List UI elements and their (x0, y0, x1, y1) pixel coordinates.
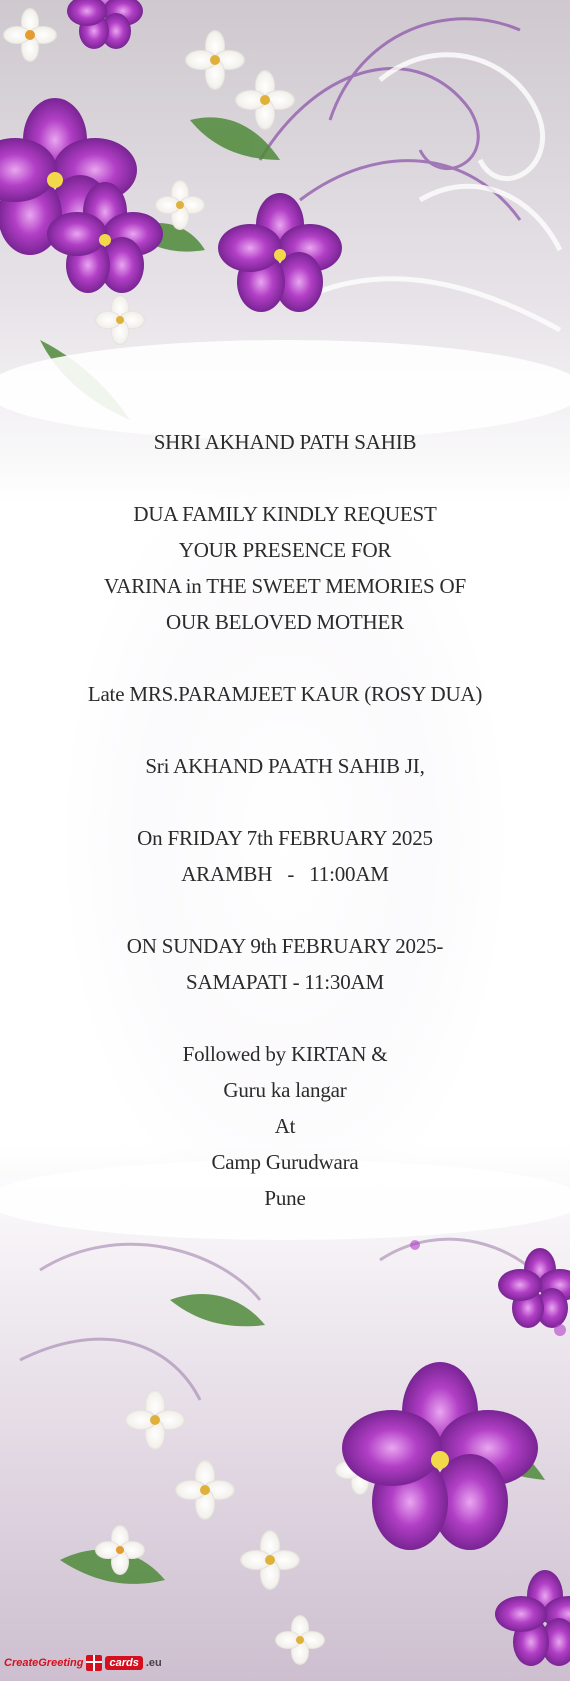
top-purple-flowers (0, 0, 342, 312)
venue-city: Pune (264, 1186, 306, 1210)
heading: SHRI AKHAND PATH SAHIB (153, 430, 417, 454)
followed-by: Followed by KIRTAN & (182, 1042, 388, 1066)
memorial-name: Late MRS.PARAMJEET KAUR (ROSY DUA) (87, 682, 483, 706)
bottom-white-flowers (95, 1390, 385, 1665)
watermark-part-3: .eu (145, 1657, 162, 1669)
venue-name: Camp Gurudwara (211, 1150, 359, 1174)
spacer (0, 640, 570, 676)
spacer (0, 1000, 570, 1036)
watermark-part-2: cards (105, 1656, 142, 1670)
request-line-4: OUR BELOVED MOTHER (166, 610, 404, 634)
spacer (0, 892, 570, 928)
spacer (0, 712, 570, 748)
at-label: At (274, 1114, 296, 1138)
end-date: ON SUNDAY 9th FEBRUARY 2025- (126, 934, 444, 958)
top-swirls (260, 19, 520, 220)
watermark-logo[interactable] (4, 1651, 162, 1675)
spacer (0, 460, 570, 496)
gift-icon (86, 1655, 102, 1671)
bottom-purple-flowers (342, 1240, 570, 1666)
invitation-text (0, 424, 570, 1216)
request-line-2: YOUR PRESENCE FOR (178, 538, 392, 562)
bottom-swirls (20, 1239, 560, 1400)
request-line-3: VARINA in THE SWEET MEMORIES OF (104, 574, 466, 598)
langar: Guru ka langar (223, 1078, 347, 1102)
start-date: On FRIDAY 7th FEBRUARY 2025 (137, 826, 433, 850)
start-time: ARAMBH - 11:00AM (181, 862, 389, 886)
request-line-1: DUA FAMILY KINDLY REQUEST (133, 502, 437, 526)
spacer (0, 784, 570, 820)
path-name: Sri AKHAND PAATH SAHIB JI, (145, 754, 425, 778)
watermark-part-1: CreateGreeting (4, 1657, 84, 1669)
end-time: SAMAPATI - 11:30AM (186, 970, 384, 994)
